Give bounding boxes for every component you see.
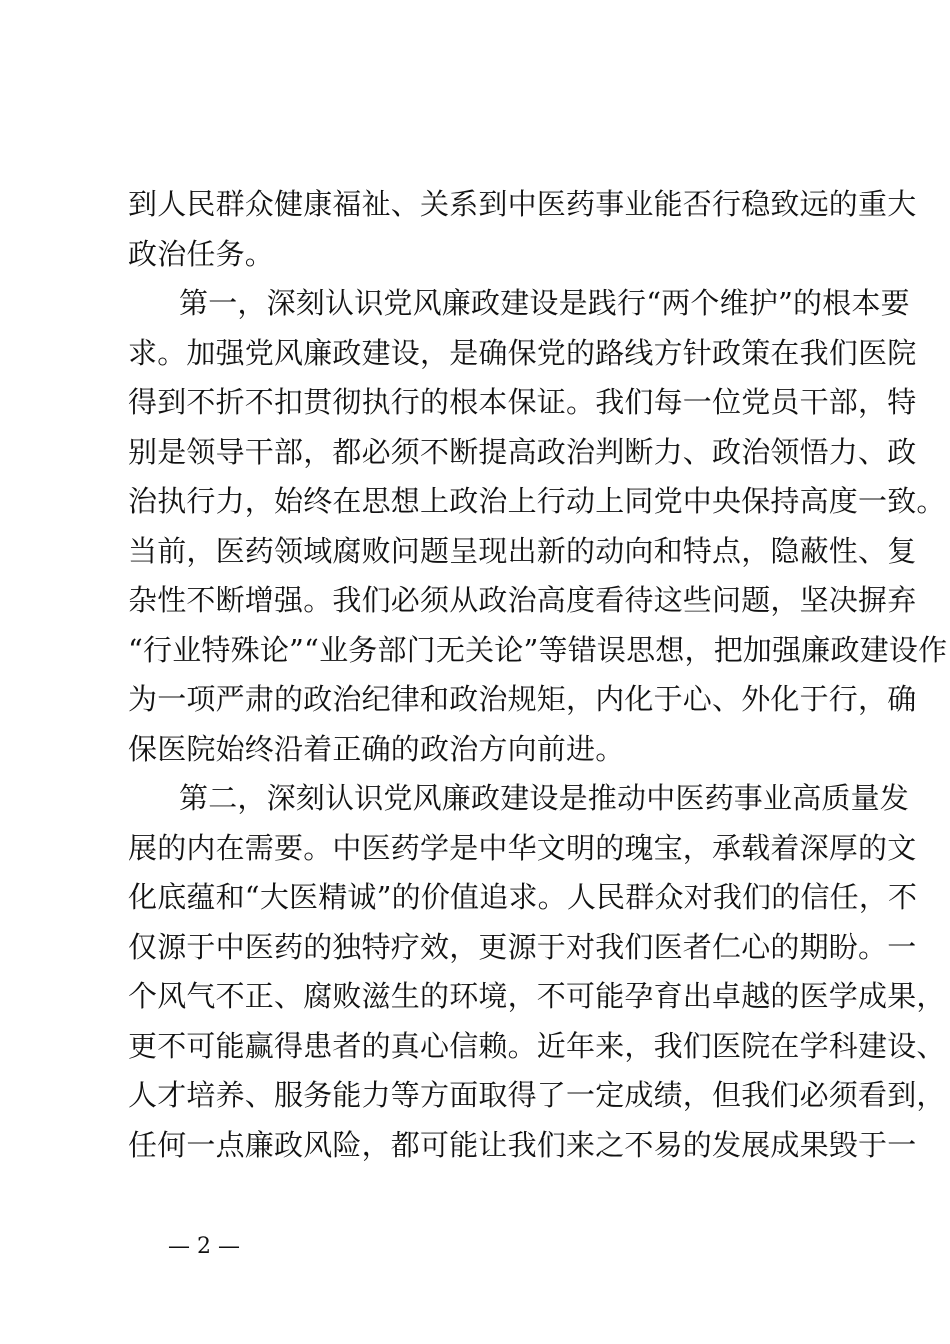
text-line: 化底蕴和“大医精诚”的价值追求。人民群众对我们的信任，不 (128, 880, 918, 914)
text-line: “行业特殊论”“业务部门无关论”等错误思想，把加强廉政建设作 (128, 632, 948, 667)
text-line: 到人民群众健康福祉、关系到中医药事业能否行稳致远的重大 (128, 187, 917, 221)
page-number: — 2 — (168, 1234, 240, 1259)
text-line: 别是领导干部，都必须不断提高政治判断力、政治领悟力、政 (128, 434, 917, 469)
text-line: 杂性不断增强。我们必须从政治高度看待这些问题，坚决摒弃 (128, 583, 917, 617)
text-line: 仅源于中医药的独特疗效，更源于对我们医者仁心的期盼。一 (128, 929, 917, 964)
paragraph-first-line: 第二，深刻认识党风廉政建设是推动中医药事业高质量发 (179, 781, 910, 815)
text-line: 求。加强党风廉政建设，是确保党的路线方针政策在我们医院 (128, 335, 917, 370)
text-line: 展的内在需要。中医药学是中华文明的瑰宝，承载着深厚的文 (128, 830, 917, 865)
text-line: 人才培养、服务能力等方面取得了一定成绩，但我们必须看到， (128, 1078, 946, 1112)
text-line: 个风气不正、腐败滋生的环境，不可能孕育出卓越的医学成果， (128, 979, 946, 1013)
body-text (128, 180, 948, 1170)
text-line: 保医院始终沿着正确的政治方向前进。 (128, 731, 625, 766)
text-line: 得到不折不扣贯彻执行的根本保证。我们每一位党员干部，特 (128, 385, 917, 419)
text-line: 当前，医药领域腐败问题呈现出新的动向和特点，隐蔽性、复 (128, 533, 917, 568)
text-line: 政治任务。 (128, 236, 275, 271)
text-line: 任何一点廉政风险，都可能让我们来之不易的发展成果毁于一 (128, 1127, 917, 1162)
text-line: 更不可能赢得患者的真心信赖。近年来，我们医院在学科建设、 (128, 1028, 946, 1063)
text-line: 为一项严肃的政治纪律和政治规矩，内化于心、外化于行，确 (128, 682, 917, 716)
text-line: 治执行力，始终在思想上政治上行动上同党中央保持高度一致。 (128, 484, 946, 518)
paragraph-first-line: 第一，深刻认识党风廉政建设是践行“两个维护”的根本要 (179, 286, 910, 320)
